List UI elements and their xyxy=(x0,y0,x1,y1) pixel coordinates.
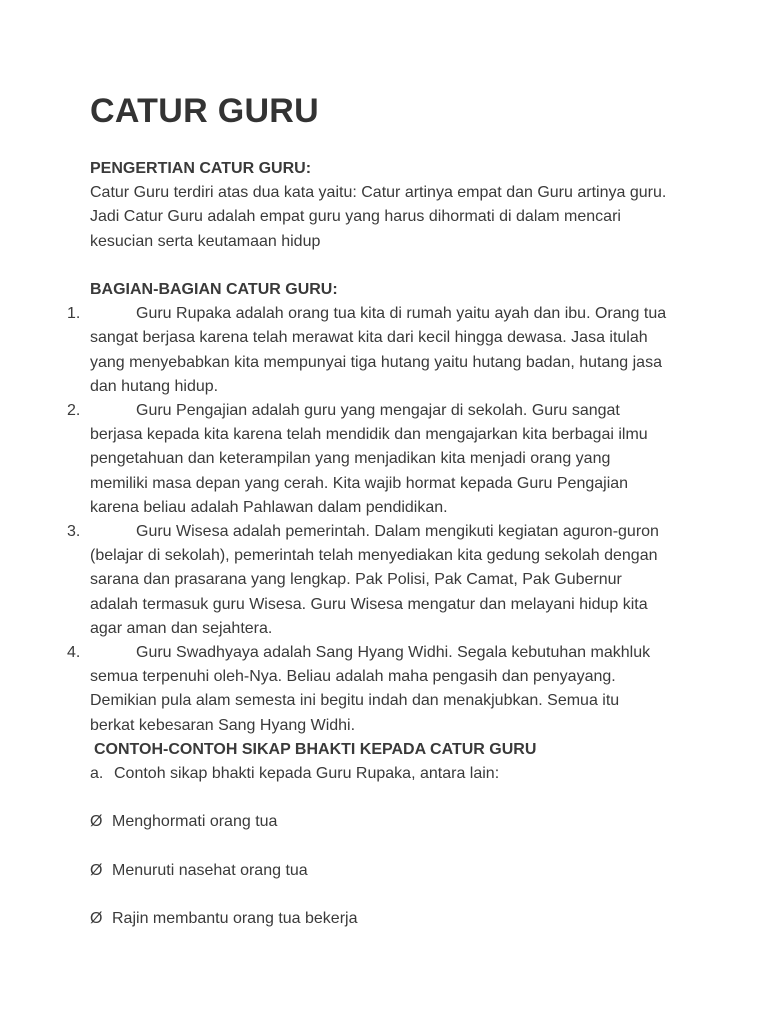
list-line: Guru Pengajian adalah guru yang mengajar di sekolah. Guru sangat xyxy=(136,402,620,420)
bullet-item xyxy=(90,810,690,834)
list-line: adalah termasuk guru Wisesa. Guru Wisesa mengatur dan melayani hidup kita xyxy=(90,595,648,613)
document-body xyxy=(67,157,690,931)
list-line: Demikian pula alam semesta ini begitu indah dan menakjubkan. Semua itu xyxy=(90,692,620,710)
list-line: karena beliau adalah Pahlawan dalam pendidikan. xyxy=(90,498,448,516)
document-title: CATUR GURU xyxy=(90,92,320,130)
pengertian-paragraph xyxy=(90,181,690,254)
bullet-glyph-icon: Ø xyxy=(90,910,103,928)
list-line: sangat berjasa karena telah merawat kita dari kecil hingga dewasa. Jasa itulah xyxy=(90,329,648,347)
pengertian-line: Jadi Catur Guru adalah empat guru yang harus dihormati di dalam mencari xyxy=(90,208,621,226)
blank-line xyxy=(90,786,690,810)
list-line: Guru Rupaka adalah orang tua kita di rumah yaitu ayah dan ibu. Orang tua xyxy=(136,305,667,323)
list-line: agar aman dan sejahtera. xyxy=(90,619,273,637)
list-line: Guru Wisesa adalah pemerintah. Dalam mengikuti kegiatan aguron-guron xyxy=(136,523,659,541)
list-line: berkat kebesaran Sang Hyang Widhi. xyxy=(90,716,356,734)
blank-line xyxy=(90,883,690,907)
list-item xyxy=(67,520,690,641)
bullet-text: Rajin membantu orang tua bekerja xyxy=(112,910,358,928)
list-line: semua terpenuhi oleh-Nya. Beliau adalah maha pengasih dan penyayang. xyxy=(90,668,616,686)
list-line: yang menyebabkan kita mempunyai tiga hutang yaitu hutang badan, hutang jasa xyxy=(90,353,662,371)
list-line: Guru Swadhyaya adalah Sang Hyang Widhi. Segala kebutuhan makhluk xyxy=(136,644,651,662)
list-line: pengetahuan dan keterampilan yang menjadikan kita menjadi orang yang xyxy=(90,450,611,468)
bullet-text: Menghormati orang tua xyxy=(112,813,278,831)
bullet-item xyxy=(90,859,690,883)
pengertian-line: kesucian serta keutamaan hidup xyxy=(90,232,321,250)
blank-line xyxy=(90,254,690,278)
list-line: (belajar di sekolah), pemerintah telah menyediakan kita gedung sekolah dengan xyxy=(90,547,658,565)
list-line: berjasa kepada kita karena telah mendidik dan mengajarkan kita berbagai ilmu xyxy=(90,426,648,444)
list-item xyxy=(67,641,690,738)
bullet-glyph-icon: Ø xyxy=(90,861,103,879)
contoh-heading: CONTOH-CONTOH SIKAP BHAKTI KEPADA CATUR GURU xyxy=(94,740,537,758)
bullet-glyph-icon: Ø xyxy=(90,813,103,831)
list-line: sarana dan prasarana yang lengkap. Pak Polisi, Pak Camat, Pak Gubernur xyxy=(90,571,622,589)
sub-text: Contoh sikap bhakti kepada Guru Rupaka, antara lain: xyxy=(114,765,500,783)
list-line: memiliki masa depan yang cerah. Kita wajib hormat kepada Guru Pengajian xyxy=(90,474,629,492)
list-number: 4. xyxy=(67,644,81,662)
bagian-heading: BAGIAN-BAGIAN CATUR GURU: xyxy=(90,281,338,298)
list-number: 1. xyxy=(67,305,81,323)
bullet-item xyxy=(90,907,690,931)
blank-line xyxy=(90,835,690,859)
list-item xyxy=(67,302,690,399)
bullet-text: Menuruti nasehat orang tua xyxy=(112,861,308,879)
list-number: 3. xyxy=(67,523,81,541)
pengertian-line: Catur Guru terdiri atas dua kata yaitu: Catur artinya empat dan Guru artinya guru. xyxy=(90,184,667,202)
pengertian-heading: PENGERTIAN CATUR GURU: xyxy=(90,160,312,177)
contoh-sub-item xyxy=(90,762,690,786)
sub-letter: a. xyxy=(90,765,104,783)
list-line: dan hutang hidup. xyxy=(90,377,219,395)
list-number: 2. xyxy=(67,402,81,420)
list-item xyxy=(67,399,690,520)
